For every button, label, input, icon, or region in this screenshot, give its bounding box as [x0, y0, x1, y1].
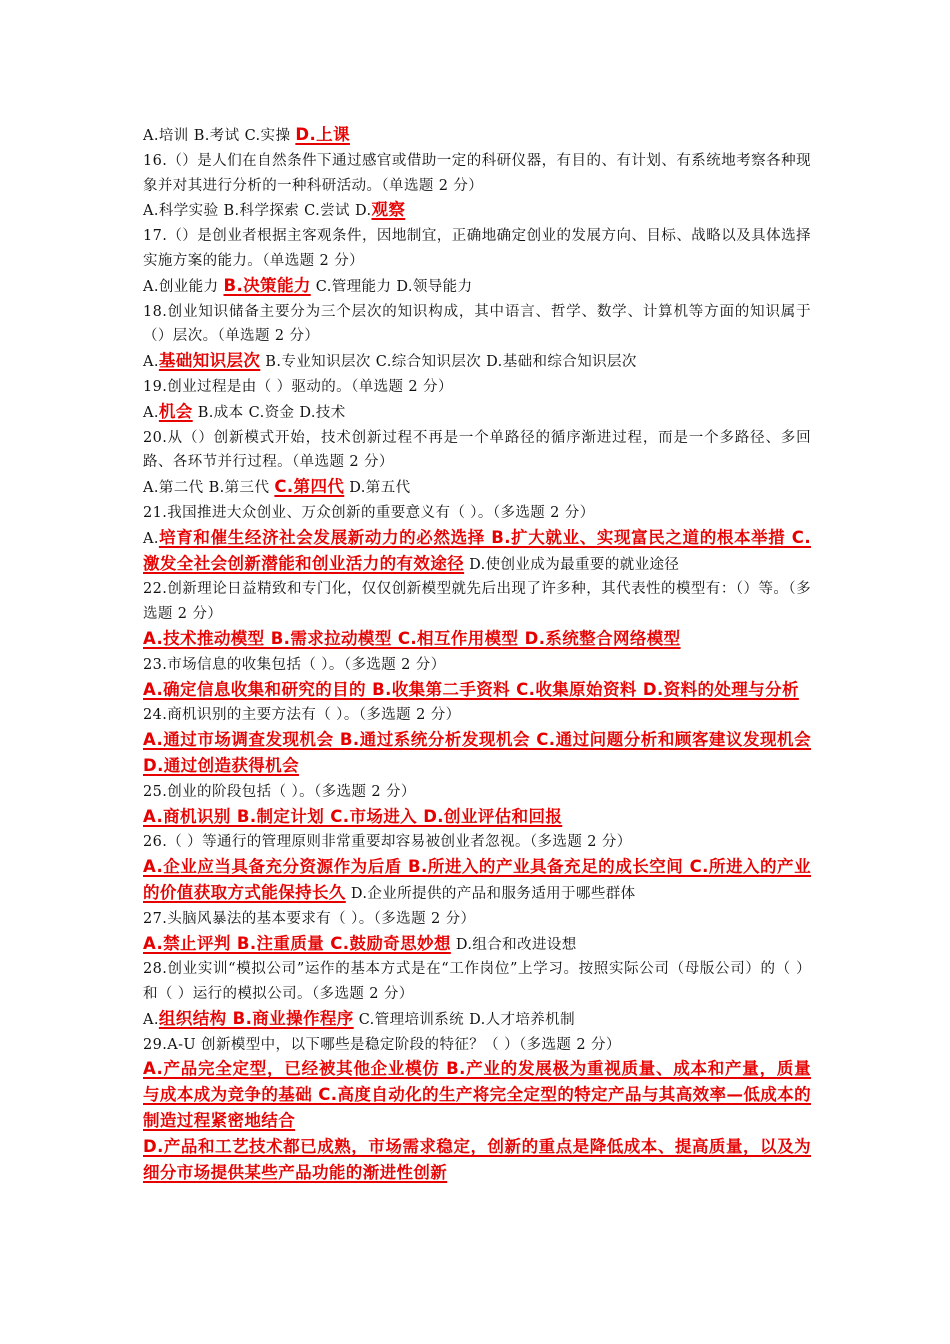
question-text	[143, 149, 811, 199]
correct-answer: 基础知识层次	[158, 351, 261, 371]
text-segment: A.	[143, 1011, 159, 1028]
text-segment: 24.商机识别的主要方法有（ ）。（多选题 2 分）	[143, 707, 461, 724]
correct-answer: D.产品和工艺技术都已成熟，市场需求稳定，创新的重点是降低成本、提高质量，以及为细分市场提供某些产品功能的渐进性创新	[143, 1136, 811, 1182]
text-segment: 22.创新理论日益精致和专门化，仅仅创新模型就先后出现了许多种，其代表性的模型有：（）等。（多选题 2 分）	[143, 581, 811, 623]
correct-answer: B.决策能力	[223, 275, 311, 295]
text-segment: 26.（ ）等通行的管理原则非常重要却容易被创业者忽视。（多选题 2 分）	[143, 834, 632, 851]
text-segment: A.培训 B.考试 C.实操	[143, 128, 296, 144]
text-segment: A.第二代 B.第三代	[143, 480, 275, 497]
text-segment: A.	[143, 530, 159, 547]
text-segment: 28.创业实训“模拟公司”运作的基本方式是在“工作岗位”上学习。按照实际公司（母版公司）的（ ）和（ ）运行的模拟公司。（多选题 2 分）	[143, 961, 811, 1003]
text-segment: 25.创业的阶段包括（ ）。（多选题 2 分）	[143, 783, 416, 800]
text-segment: 19.创业过程是由（ ）驱动的。（单选题 2 分）	[143, 378, 453, 395]
text-segment: A.科学实验 B.科学探索 C.尝试 D.	[143, 203, 372, 220]
answer-options	[143, 1057, 811, 1134]
answer-options	[143, 400, 811, 426]
answer-options	[143, 932, 811, 958]
text-segment: B.成本 C.资金 D.技术	[192, 404, 346, 421]
text-segment: 27.头脑风暴法的基本要求有（ ）。（多选题 2 分）	[143, 910, 476, 927]
question-text	[143, 653, 811, 678]
answer-options	[143, 855, 811, 907]
question-text	[143, 830, 811, 855]
correct-answer: 组织结构 B.商业操作程序	[158, 1008, 354, 1028]
correct-answer: A.禁止评判 B.注重质量 C.鼓励奇思妙想	[143, 933, 451, 953]
text-segment: C.管理培训系统 D.人才培养机制	[353, 1011, 576, 1028]
correct-answer: A.商机识别 B.制定计划 C.市场进入 D.创业评估和回报	[143, 806, 563, 826]
answer-options	[143, 475, 811, 501]
question-text	[143, 577, 811, 627]
correct-answer: 机会	[158, 401, 193, 421]
question-text	[143, 375, 811, 400]
text-segment: 21.我国推进大众创业、万众创新的重要意义有（ ）。（多选题 2 分）	[143, 504, 595, 521]
text-segment: D.组合和改进设想	[450, 936, 577, 953]
answer-options	[143, 198, 811, 224]
text-segment: 20.从（）创新模式开始，技术创新过程不再是一个单路径的循序渐进过程，而是一个多路径、多回路、各环节并行过程。（单选题 2 分）	[143, 429, 811, 471]
document-body	[143, 123, 811, 1186]
question-text	[143, 907, 811, 932]
answer-options	[143, 349, 811, 375]
text-segment: 23.市场信息的收集包括（ ）。（多选题 2 分）	[143, 656, 446, 673]
answer-options	[143, 805, 811, 831]
answer-options	[143, 123, 811, 149]
text-segment: C.管理能力 D.领导能力	[310, 278, 473, 295]
answer-options	[143, 274, 811, 300]
correct-answer: 培育和催生经济社会发展新动力的必然选择 B.扩大就业、实现富民之道的根本举措 C.激发全社会创新潜能和创业活力的有效途径	[143, 527, 811, 573]
correct-answer: A.通过市场调查发现机会 B.通过系统分析发现机会 C.通过问题分析和顾客建议发现机会 D.通过创造获得机会	[143, 730, 811, 775]
correct-answer: A.产品完全定型，已经被其他企业模仿 B.产业的发展极为重视质量、成本和产量，质量与成本成为竞争的基础 C.高度自动化的生产将完全定型的特定产品与其高效率—低成本的制造过程紧密地结合	[143, 1059, 811, 1131]
answer-options	[143, 678, 811, 704]
question-text	[143, 780, 811, 805]
question-text	[143, 224, 811, 274]
correct-answer: A.企业应当具备充分资源作为后盾 B.所进入的产业具备充足的成长空间 C.所进入的产业的价值获取方式能保持长久	[143, 857, 811, 902]
text-segment: D.企业所提供的产品和服务适用于哪些群体	[345, 885, 636, 902]
correct-answer: A.确定信息收集和研究的目的 B.收集第二手资料 C.收集原始资料 D.资料的处理与分析	[143, 679, 799, 699]
answer-options	[143, 1007, 811, 1033]
text-segment: A.	[143, 354, 159, 371]
question-text	[143, 957, 811, 1007]
correct-answer: C.第四代	[274, 477, 345, 497]
text-segment: 29.A-U 创新模型中，以下哪些是稳定阶段的特征？（ ）（多选题 2 分）	[143, 1036, 621, 1053]
question-text	[143, 426, 811, 476]
text-segment: D.使创业成为最重要的就业途径	[464, 556, 680, 573]
correct-answer: A.技术推动模型 B.需求拉动模型 C.相互作用模型 D.系统整合网络模型	[143, 628, 681, 648]
correct-answer: D.上课	[295, 125, 350, 144]
answer-options	[143, 526, 811, 578]
text-segment: A.	[143, 404, 159, 421]
text-segment: D.第五代	[344, 480, 411, 497]
answer-options	[143, 728, 811, 780]
question-text	[143, 703, 811, 728]
text-segment: B.专业知识层次 C.综合知识层次 D.基础和综合知识层次	[260, 354, 637, 371]
question-text	[143, 501, 811, 526]
correct-answer: 观察	[371, 200, 406, 220]
text-segment: 18.创业知识储备主要分为三个层次的知识构成，其中语言、哲学、数学、计算机等方面的知识属于（）层次。（单选题 2 分）	[143, 303, 811, 345]
text-segment: A.创业能力	[143, 278, 224, 295]
answer-options	[143, 1135, 811, 1187]
text-segment: 16.（）是人们在自然条件下通过感官或借助一定的科研仪器，有目的、有计划、有系统地考察各种现象并对其进行分析的一种科研活动。（单选题 2 分）	[143, 152, 811, 194]
answer-options	[143, 627, 811, 653]
question-text	[143, 300, 811, 350]
question-text	[143, 1033, 811, 1058]
text-segment: 17.（）是创业者根据主客观条件，因地制宜，正确地确定创业的发展方向、目标、战略以及具体选择实施方案的能力。（单选题 2 分）	[143, 228, 811, 269]
